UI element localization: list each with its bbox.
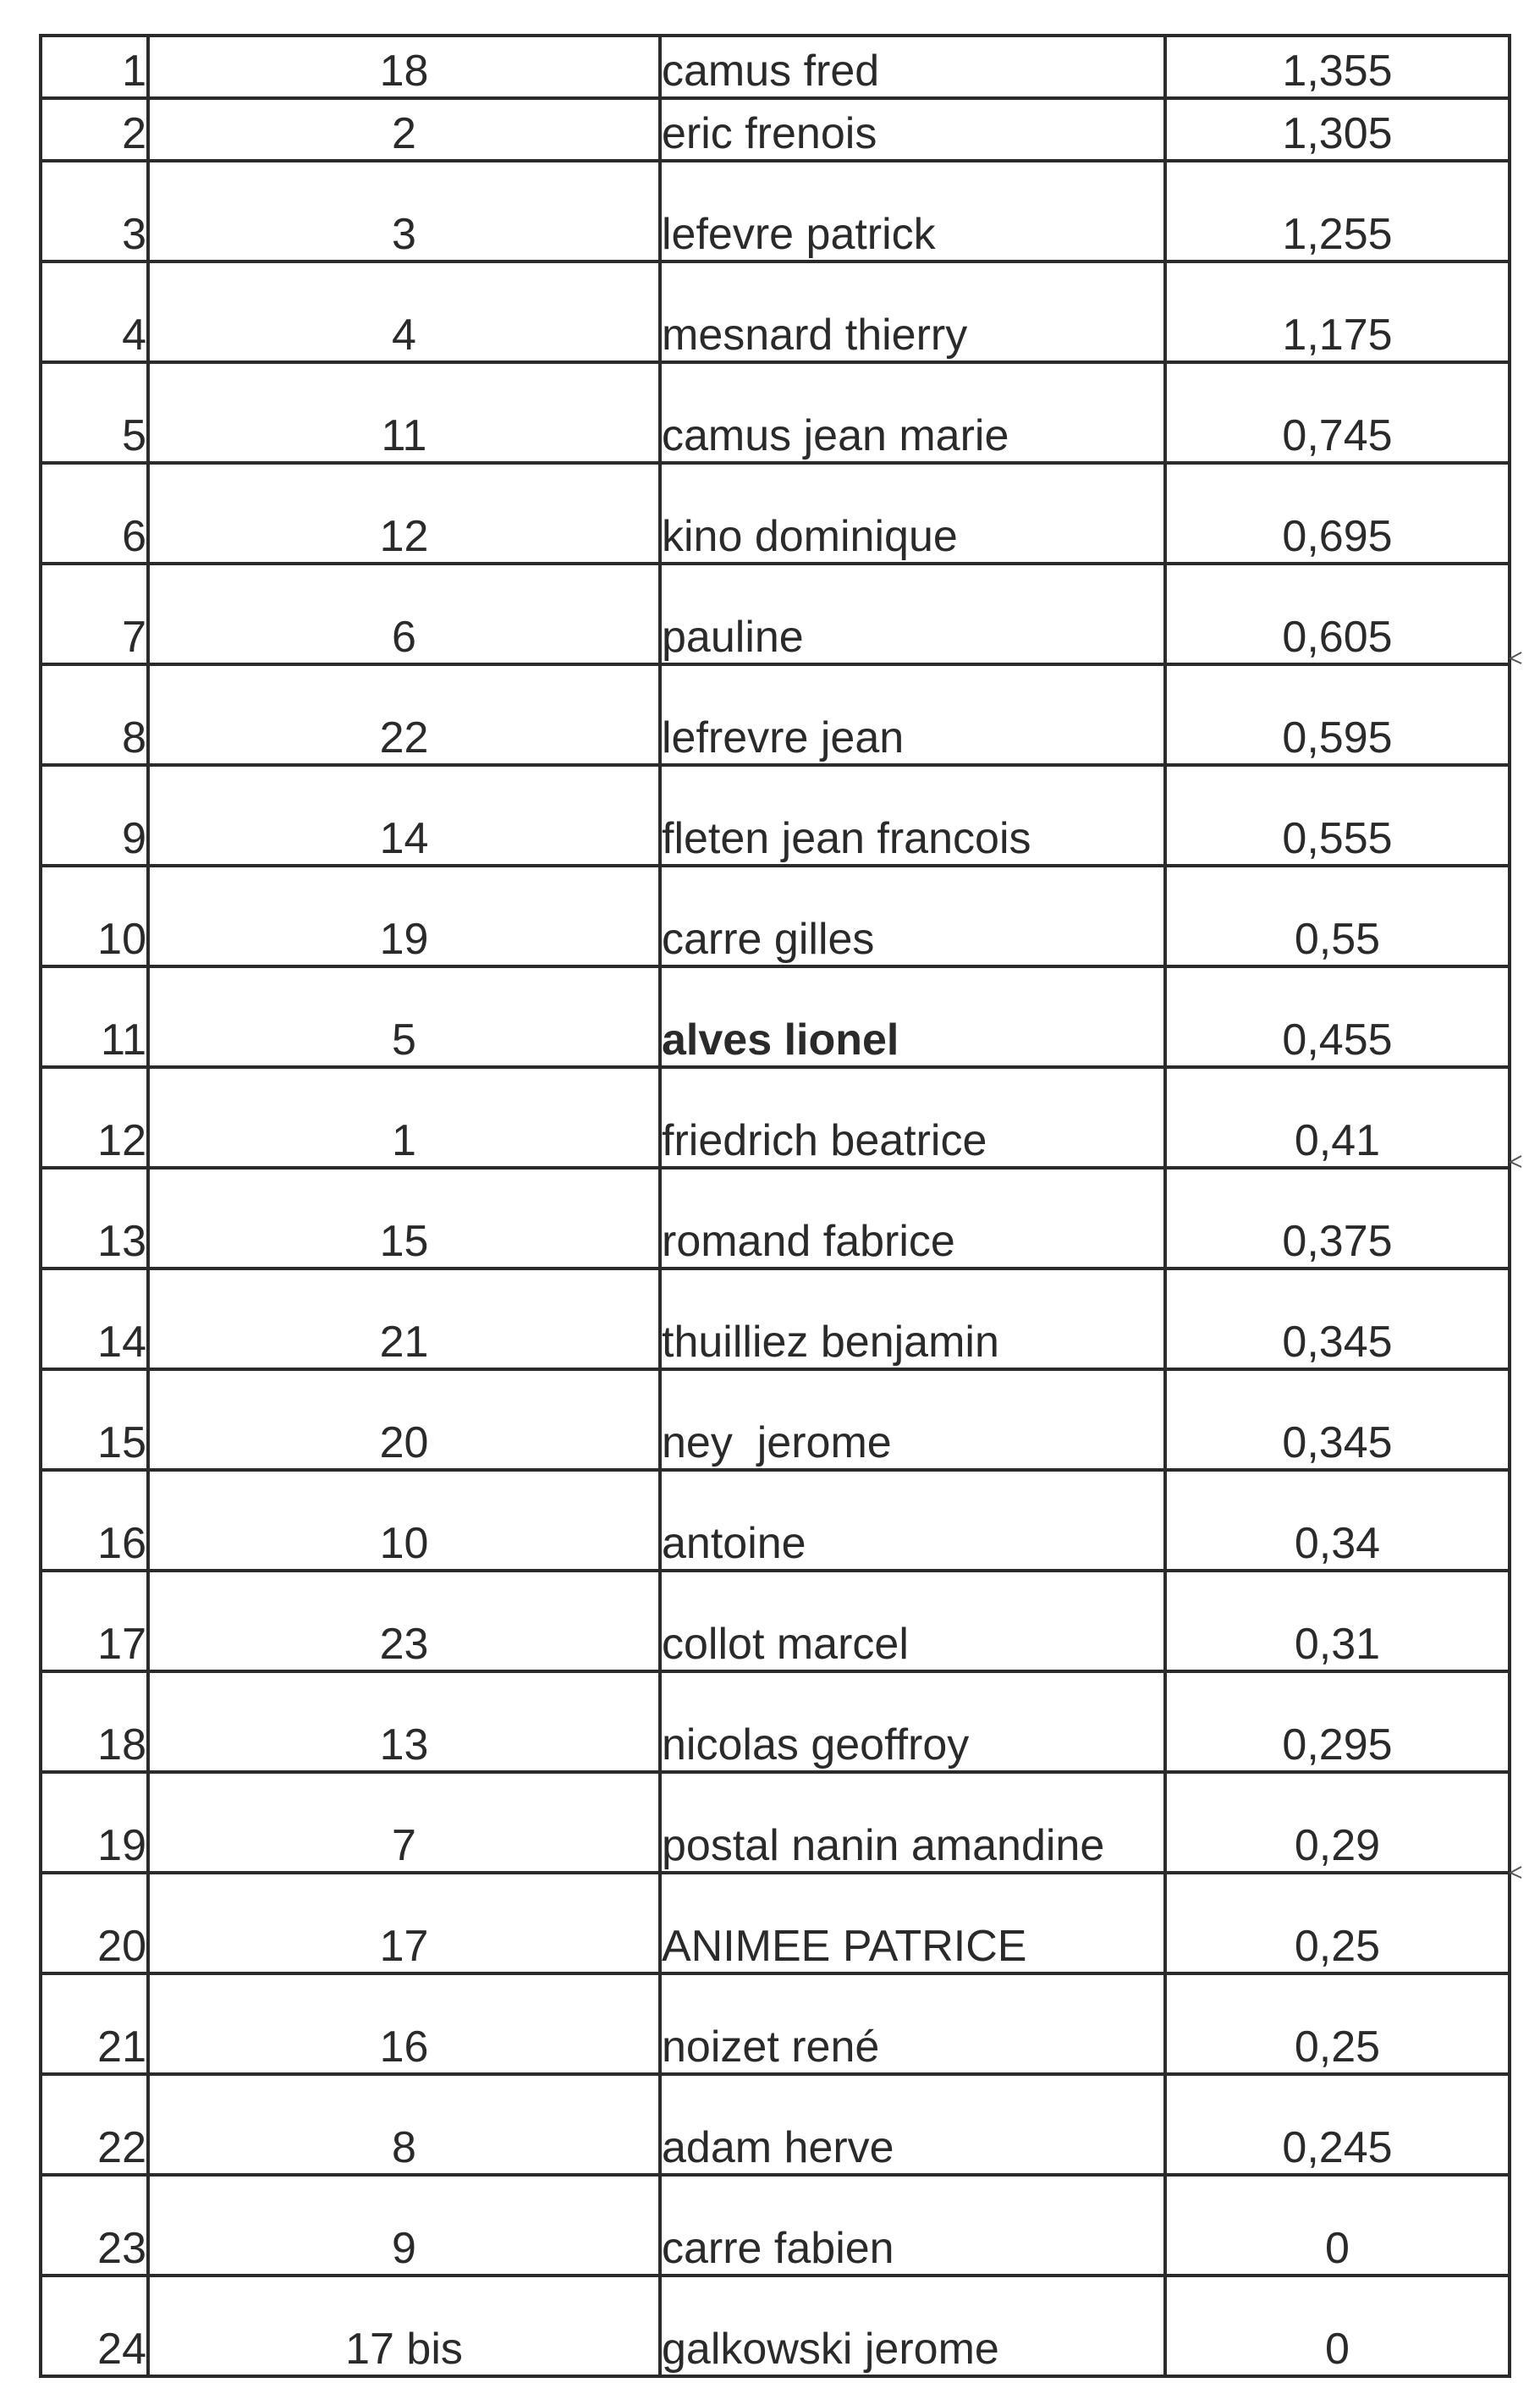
score-cell: 0,345 — [1165, 1269, 1510, 1369]
rank-cell: 20 — [41, 1873, 148, 1973]
name-cell: carre fabien — [660, 2175, 1165, 2276]
score-cell: 0,25 — [1165, 1973, 1510, 2074]
pencil-tick-mark — [1508, 1865, 1523, 1880]
score-cell: 0,345 — [1165, 1369, 1510, 1470]
name-cell: friedrich beatrice — [660, 1067, 1165, 1168]
table-row — [41, 161, 1510, 261]
table-row — [41, 1269, 1510, 1369]
rank-cell: 8 — [41, 664, 148, 765]
rank-cell: 1 — [41, 36, 148, 98]
name-cell: noizet rené — [660, 1973, 1165, 2074]
name-cell: antoine — [660, 1470, 1165, 1571]
name-cell: nicolas geoffroy — [660, 1671, 1165, 1772]
name-cell: romand fabrice — [660, 1168, 1165, 1269]
table-row — [41, 1369, 1510, 1470]
rank-cell: 19 — [41, 1772, 148, 1873]
name-cell: ANIMEE PATRICE — [660, 1873, 1165, 1973]
table-row — [41, 1772, 1510, 1873]
score-cell: 0,25 — [1165, 1873, 1510, 1973]
table-row — [41, 463, 1510, 564]
number-cell: 14 — [148, 765, 660, 866]
name-cell: collot marcel — [660, 1571, 1165, 1671]
number-cell: 18 — [148, 36, 660, 98]
number-cell: 10 — [148, 1470, 660, 1571]
rank-cell: 18 — [41, 1671, 148, 1772]
rank-cell: 24 — [41, 2276, 148, 2376]
score-cell: 0,34 — [1165, 1470, 1510, 1571]
rank-cell: 3 — [41, 161, 148, 261]
results-sheet — [39, 34, 1508, 2378]
score-cell: 0,55 — [1165, 866, 1510, 966]
name-cell: fleten jean francois — [660, 765, 1165, 866]
score-cell: 0,745 — [1165, 362, 1510, 463]
name-cell: eric frenois — [660, 98, 1165, 161]
name-cell: thuilliez benjamin — [660, 1269, 1165, 1369]
rank-cell: 14 — [41, 1269, 148, 1369]
number-cell: 3 — [148, 161, 660, 261]
number-cell: 5 — [148, 966, 660, 1067]
score-cell: 1,255 — [1165, 161, 1510, 261]
table-row — [41, 1067, 1510, 1168]
number-cell: 1 — [148, 1067, 660, 1168]
table-row — [41, 1671, 1510, 1772]
rank-cell: 21 — [41, 1973, 148, 2074]
rank-cell: 9 — [41, 765, 148, 866]
score-cell: 0,29 — [1165, 1772, 1510, 1873]
name-cell: kino dominique — [660, 463, 1165, 564]
name-cell: mesnard thierry — [660, 261, 1165, 362]
table-row — [41, 765, 1510, 866]
rank-cell: 16 — [41, 1470, 148, 1571]
name-cell: carre gilles — [660, 866, 1165, 966]
number-cell: 19 — [148, 866, 660, 966]
score-cell: 0,245 — [1165, 2074, 1510, 2175]
rank-cell: 10 — [41, 866, 148, 966]
table-row — [41, 2175, 1510, 2276]
score-cell: 0 — [1165, 2276, 1510, 2376]
name-cell: camus fred — [660, 36, 1165, 98]
number-cell: 22 — [148, 664, 660, 765]
number-cell: 16 — [148, 1973, 660, 2074]
pencil-tick-mark — [1508, 1154, 1523, 1169]
score-cell: 0,455 — [1165, 966, 1510, 1067]
number-cell: 23 — [148, 1571, 660, 1671]
table-row — [41, 866, 1510, 966]
table-row — [41, 564, 1510, 664]
number-cell: 12 — [148, 463, 660, 564]
name-cell: lefrevre jean — [660, 664, 1165, 765]
table-row — [41, 1873, 1510, 1973]
table-row — [41, 664, 1510, 765]
number-cell: 8 — [148, 2074, 660, 2175]
score-cell: 0,605 — [1165, 564, 1510, 664]
number-cell: 17 bis — [148, 2276, 660, 2376]
table-row — [41, 362, 1510, 463]
score-cell: 1,355 — [1165, 36, 1510, 98]
number-cell: 9 — [148, 2175, 660, 2276]
rank-cell: 11 — [41, 966, 148, 1067]
rank-cell: 4 — [41, 261, 148, 362]
score-cell: 0,375 — [1165, 1168, 1510, 1269]
number-cell: 15 — [148, 1168, 660, 1269]
number-cell: 4 — [148, 261, 660, 362]
rank-cell: 7 — [41, 564, 148, 664]
rank-cell: 6 — [41, 463, 148, 564]
table-row — [41, 1571, 1510, 1671]
table-row — [41, 966, 1510, 1067]
score-cell: 0,555 — [1165, 765, 1510, 866]
score-cell: 0,295 — [1165, 1671, 1510, 1772]
name-cell: postal nanin amandine — [660, 1772, 1165, 1873]
score-cell: 1,305 — [1165, 98, 1510, 161]
name-cell: lefevre patrick — [660, 161, 1165, 261]
number-cell: 2 — [148, 98, 660, 161]
table-row — [41, 2074, 1510, 2175]
score-cell: 0,31 — [1165, 1571, 1510, 1671]
score-cell: 0,595 — [1165, 664, 1510, 765]
number-cell: 7 — [148, 1772, 660, 1873]
results-table — [39, 34, 1511, 2378]
rank-cell: 12 — [41, 1067, 148, 1168]
name-cell: adam herve — [660, 2074, 1165, 2175]
table-row — [41, 1973, 1510, 2074]
rank-cell: 13 — [41, 1168, 148, 1269]
rank-cell: 2 — [41, 98, 148, 161]
number-cell: 21 — [148, 1269, 660, 1369]
table-row — [41, 261, 1510, 362]
pencil-tick-mark — [1508, 651, 1523, 666]
number-cell: 6 — [148, 564, 660, 664]
number-cell: 11 — [148, 362, 660, 463]
table-row — [41, 1168, 1510, 1269]
rank-cell: 17 — [41, 1571, 148, 1671]
table-row — [41, 2276, 1510, 2376]
name-cell: pauline — [660, 564, 1165, 664]
score-cell: 0,695 — [1165, 463, 1510, 564]
score-cell: 0 — [1165, 2175, 1510, 2276]
name-cell: galkowski jerome — [660, 2276, 1165, 2376]
score-cell: 0,41 — [1165, 1067, 1510, 1168]
rank-cell: 22 — [41, 2074, 148, 2175]
name-cell-bold: alves lionel — [660, 966, 1165, 1067]
rank-cell: 23 — [41, 2175, 148, 2276]
name-cell: camus jean marie — [660, 362, 1165, 463]
rank-cell: 5 — [41, 362, 148, 463]
number-cell: 20 — [148, 1369, 660, 1470]
rank-cell: 15 — [41, 1369, 148, 1470]
table-row — [41, 1470, 1510, 1571]
number-cell: 17 — [148, 1873, 660, 1973]
name-cell: ney jerome — [660, 1369, 1165, 1470]
table-row — [41, 98, 1510, 161]
score-cell: 1,175 — [1165, 261, 1510, 362]
number-cell: 13 — [148, 1671, 660, 1772]
table-row — [41, 36, 1510, 98]
